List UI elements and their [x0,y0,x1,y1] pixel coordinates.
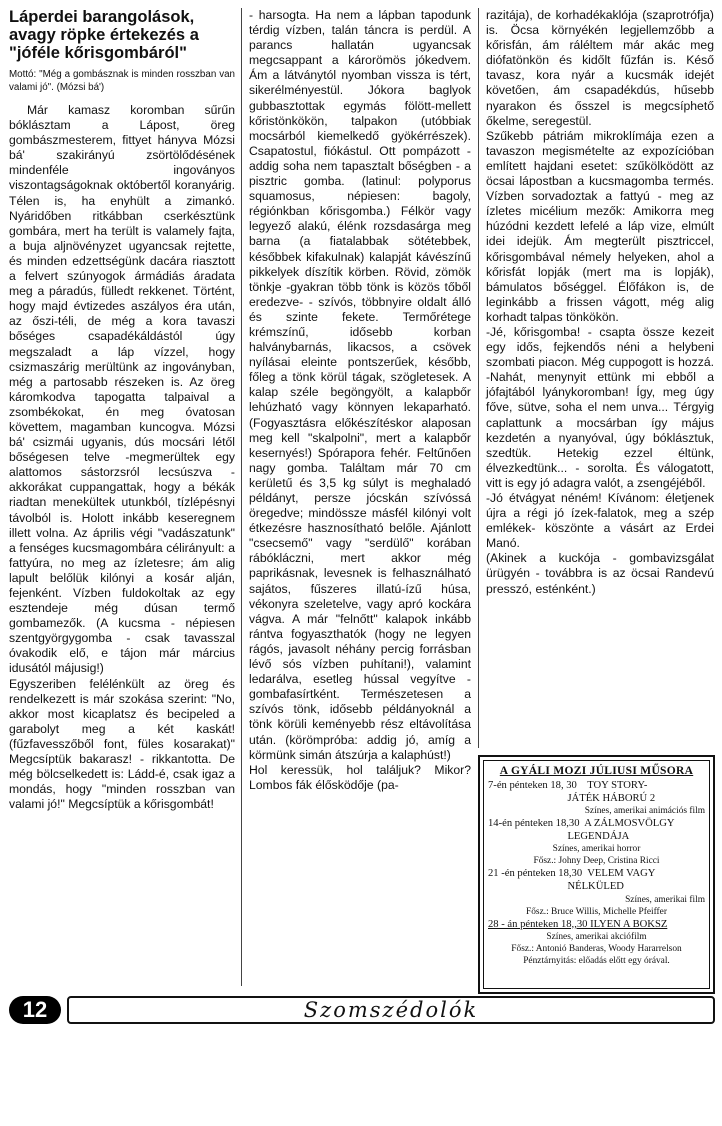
cinema-line: Fősz.: Johny Deep, Cristina Ricci [533,856,660,867]
cinema-line: 14-én pénteken 18,30 A ZÁLMOSVÖLGY [488,818,675,830]
article-column-1 [9,8,235,812]
cinema-line: Pénztárnyitás: előadás előtt egy órával. [523,955,670,966]
cinema-line: Színes, amerikai horror [552,844,641,855]
cinema-line: NÉLKÜLED [488,881,624,893]
cinema-line: JÁTÉK HÁBORÚ 2 [488,793,656,805]
article-motto: Mottó: "Még a gombásznak is minden rosszban van valami jó". (Mózsi bá') [9,69,235,93]
article-paragraph: Már kamasz koromban sűrűn bóklásztam a Lápost, öreg gombászmesterem, fittyet hányva Mózsi bá' szakirányú zsörtölődésének mindenféle ingoványos viszontagságoknak októbertől koranyárig. Télen is, ha enyhült a zimankó. Nyáridőben ritkábban cserkésztünk gombára, mert ha terült is valamely fajta, a buja aljnövényzet ugyancsak rejtette, és minden edzettségünk dacára riasztott a felvert szúnyogok ármádiás áradata meg a páradús, fülledt rekkenet. Történt, hogy majd évtizedes aszályos éra után, az őszi-téli, de még a kora tavaszi bőséges csapadékáldástól úgy megszaladt a láp vízzel, hogy csizmaszárig merültünk az ingoványban, még a partosabb részeken is. Az öreg káromkodva tapogatta talpaival a zsombékokat, én meg óvatosan követtem, magamban kuncogva. Mózsi bá' csizmái ugyanis, dús mocsári létől bőségesen telve -megmerültek egy alattomos sástorzsról lecsúszva - akkorákat cuppangattak, hogy a békák riadtan menekültek utunkból, tízlépésnyi távolból is. Holott inkább keseregnem illett volna. Az április végi "vadászatunk" a fenséges kucsmagombára célirányult: a fattyúra, no meg az ízletesre; ám alig lapult belőlük kilónyi a kosár alján, fejenként. Vízben fuldokoltak az egy esztendeje még dúsan termő gombamezők. (A kucsma - népiesen szentgyörgygomba - csak tavasszal óvakodik elő, e tájon már március idusától májusig!) [9,103,235,676]
cinema-line: 21 -én pénteken 18,30 VELEM VAGY [488,868,656,880]
cinema-line: Színes, amerikai animációs film [584,806,705,817]
article-paragraph: -Jé, kőrisgomba! - csapta össze kezeit egy idős, fejkendős néni a helybeni szombati piacon. Még cuppogott is hozzá. -Nahát, menynyit ettünk mi ebből a jófajtából lyánykoromban! Így, meg úgy főve, sütve, soha el nem unva... Térgyig caplattunk a mocsárban így május kezdetén a nyanyóval, úgy bóklásztuk, szedtük. Hetekig ezzel éltünk, élvezkedtünk... - sorolta. És válogatott, vitt is egy jó adagra valót, a zsengéjéből. [486,324,714,490]
cinema-program-box [478,755,715,994]
article-paragraph: Hol keressük, hol találjuk? Mikor? Lombos fák élősködője (pa- [249,762,471,792]
cinema-heading: A GYÁLI MOZI JÚLIUSI MŰSORA [499,765,694,777]
article-paragraph: -Jó étvágyat néném! Kívánom: életjenek újra a régi jó ízek-falatok, meg a szép emlékek- köszönte a vásárt az Erdei Manó. [486,491,714,551]
article-paragraph: - harsogta. Ha nem a lápban tapodunk térdig vízben, talán táncra is perdül. A parancs hallatán ugyancsak megcsappant a károrömös jókedvem. Ám a látványtól nyomban vissza is tért, sikerélményestül. Jókora baglyok gubbasztottak egymás fölött-mellett kőristönkökön, talpakon (utóbbiak mocsárból kiemelkedő gyökérrészek). Csapatostul, fiókástul. Ott pompázott - addig soha nem tapasztalt bőségben - a pisztric gomba. (latinul: polyporus squamosus, népiesen: bagoly, régiónkban kőrisgomba.) Félkör vagy legyező alakú, élénk rozsdasárga meg barna (a fiatalabbak sötétebbek, későbbek kifakulnak) kalapját kávészínű pikkelyek díszítik körben. Rövid, zömök tönkje -gyakran több tönk is közös tőből eredezve- - szívós, többnyire oldalt álló és szinte fekete. Termőrétege krémszínű, idősebb korban halványbarnás, likacsos, a csövek nyílásai eleinte pontszerűek, később, főleg a tönk körül tágak, szögletesek. A kalap széle begöngyölt, a kalapbőr lehúzható vagy könnyen lekaparható. (Fogyasztásra előkészítéskor alaposan meg kell "skalpolni", mert a kalapbőr kesernyés!) Spórapora fehér. Feltűnően nagy gomba. Találtam már 70 cm kerületű és 3,5 kg súlyt is meghaladó példányt, persze jócskán szívóssá öregedve; mindössze másfél kilónyi volt étkezésre hasznosítható belőle. Ajánlott "csecsemő" vagy "serdülő" korában rábókláczni, mert akkor még paprikásnak, levesnek is felhasználható sajátos, fűszeres illatú-ízű húsa, vékonyra szeletelve, vagy apró kockára vágva. A már "felnőtt" kalapok inkább rántva fogyaszthatók (hogy ne legyen rágós, javasolt néhány percig forrásban lévő sós vízben puhítani!), valamint ledarálva, esetleg hússal vegyítve - gombafasírtként. Természetesen a szívós tönk, idősebb példányoknál a tönk körüli keményebb rész eltávolítása után. (körömpróba: addig jó, amíg a körmünk simán átszúrja a kalaphúst!) [249,8,471,762]
cinema-program-inner [483,760,710,989]
article-paragraph: (Akinek a kuckója - gombavizsgálat ürügyén - továbbra is az öcsai Randevú presszó, esténként.) [486,551,714,596]
column-divider-right [478,8,479,748]
cinema-line: Színes, amerikai akciófilm [546,931,647,942]
cinema-line: Fősz.: Antonió Banderas, Woody Hararrelson [511,943,682,954]
column-divider-left [241,8,242,986]
article-paragraph: Egyszeriben felélénkült az öreg és rendelkezett is már szokása szerint: "No, akkor most kicaplatsz és becipeled a garabolyt meg a két kaskát! (fűzfavesszőből font, füles kosarakat)" Megcsíptük bakarasz! - rikkantotta. De még bölcselkedett is: Ládd-é, csak igaz a mondás, hogy "minden rosszban van valami jó!" Megcsíptük a kőrisgombát! [9,676,235,812]
article-paragraph: razitája), de korhadékaklója (szaprotrófja) is. Öcsa környékén legjellemzőbb a kőrisfán, ám ráléltem már akác meg diófatönkön és kidőlt fűzfán is. Késő tavasz, kora nyár a kucsmák idejét követően, ám csapadékdús, hűsebb nyarakon és ősszel is megcsíphető őkelme, seregestül. [486,8,714,128]
article-column-3 [486,8,714,597]
section-title-box [67,996,715,1024]
cinema-line: 7-én pénteken 18, 30 TOY STORY- [488,780,648,791]
page-footer [9,996,715,1024]
article-title: Láperdei barangolások, avagy röpke értekezés a "jóféle kőrisgombáról" [9,8,199,62]
cinema-line: LEGENDÁJA [488,831,630,843]
cinema-line: Színes, amerikai film [625,894,705,905]
page-number: 12 [9,996,61,1024]
cinema-line: 28 - án pénteken 18,,30 ILYEN A BOKSZ [488,918,668,930]
section-title: Szomszédolók [303,998,479,1022]
article-paragraph: Szűkebb pátriám mikroklímája ezen a tavaszon megismételte az expozícióban említett hajdani esetet: szűkölködött az öcsai lápostban a kucsmagomba termés. Vízben sorvadoztak a fattyú - meg az ízletes micélium mezők: Amikorra meg húzódni kezdett lefelé a láp vize, elmúlt idei idejük. Ám megterült pisztriccel, kőrisgombával némely helyeken, ahol a kőrisfát lopják (mert ma is lopják), bámulatos bőséggel. Élőfákon is, de leginkább a frissen vágott, még alig korhadt talpas tönkökön. [486,128,714,324]
article-column-2 [249,8,471,793]
cinema-line: Fősz.: Bruce Willis, Michelle Pfeiffer [526,906,667,917]
